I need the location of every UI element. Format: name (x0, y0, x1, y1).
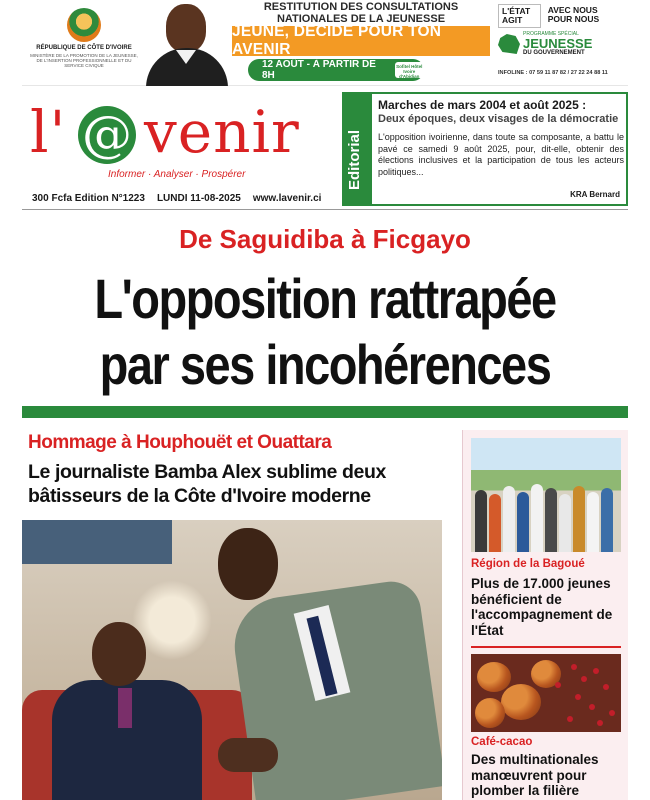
masthead (22, 92, 628, 210)
story-title[interactable]: Le journaliste Bamba Alex sublime deux bâtisseurs de la Côte d'Ivoire moderne (28, 461, 386, 507)
editorial-title: Marches de mars 2004 et août 2025 : (378, 98, 587, 112)
editorial-author: KRA Bernard (570, 190, 620, 199)
government-program-block (498, 4, 622, 82)
banner-slogan-band (232, 23, 490, 58)
cocoa-photo[interactable] (471, 654, 621, 732)
etat-agit-label: L'ÉTAT AGIT (498, 4, 541, 28)
issue-date: LUNDI 11-08-2025 (156, 193, 241, 204)
logo-suffix: venir (144, 98, 300, 166)
story-kicker: Hommage à Houphouët et Ouattara (28, 432, 332, 453)
avec-nous-label: AVEC NOUS POUR NOUS (547, 5, 600, 24)
ivory-coast-map-icon (498, 34, 520, 54)
banner-portrait (140, 0, 232, 86)
side-kicker-1: Région de la Bagoué (471, 558, 585, 570)
banner-slogan: JEUNE, DECIDE POUR TON AVENIR (232, 23, 442, 58)
story-photo[interactable] (22, 520, 442, 800)
programme-label: PROGRAMME SPÉCIAL (523, 31, 579, 37)
masthead-divider (22, 209, 628, 210)
editorial-box[interactable] (342, 92, 628, 206)
top-banner-ad[interactable] (22, 0, 628, 86)
headline-line-1: L'opposition rattrapée (94, 267, 556, 330)
bagoue-photo[interactable] (471, 438, 621, 552)
side-column (462, 430, 628, 800)
side-divider (471, 646, 621, 648)
side-title-1[interactable]: Plus de 17.000 jeunes bénéficient de l'accompagnement de l'État (471, 576, 613, 638)
jeunesse-label: JEUNESSE (523, 36, 593, 51)
section-divider (22, 406, 628, 418)
editorial-text: L'opposition ivoirienne, dans toute sa composante, a battu le pavé ce samedi 9 août 2025, pour, dit-elle, obtenir des élections inclusives et la participation de tous les acteurs politiques... (378, 132, 624, 177)
editorial-label: Editorial (346, 129, 363, 190)
logo-prefix: l' (30, 98, 67, 166)
newspaper-logo[interactable] (30, 94, 346, 170)
event-date-pill (248, 59, 424, 81)
editorial-subtitle: Deux époques, deux visages de la démocratie (378, 113, 619, 125)
edition-info-bar (32, 193, 321, 204)
logo-at-icon: @ (78, 106, 136, 164)
website-link[interactable]: www.lavenir.ci (252, 193, 322, 204)
event-date: 12 AOÛT - À PARTIR DE 8H (262, 59, 376, 81)
gouvernement-label: DU GOUVERNEMENT (523, 50, 585, 56)
jeunesse-logo (498, 31, 622, 57)
price-edition: 300 Fcfa Edition N°1223 (32, 193, 145, 204)
infoline: INFOLINE : 07 59 11 87 82 / 27 22 24 88 11 (498, 70, 608, 76)
newspaper-slogan: Informer · Analyser · Prospérer (108, 169, 246, 180)
republic-label: RÉPUBLIQUE DE CÔTE D'IVOIRE (36, 45, 132, 51)
venue-logo: Sofitel Hôtel Ivoire d'Abidjan (396, 64, 423, 79)
coat-of-arms-icon (67, 8, 101, 42)
main-headline[interactable] (22, 266, 628, 398)
consultations-title: RESTITUTION DES CONSULTATIONS NATIONALES DE LA JEUNESSE (263, 1, 459, 25)
headline-line-2: par ses incohérences (99, 333, 551, 396)
banner-message (232, 0, 490, 86)
side-kicker-2: Café-cacao (471, 736, 533, 748)
government-emblem-block (30, 8, 138, 68)
ministry-label: MINISTÈRE DE LA PROMOTION DE LA JEUNESSE, DE L'INSERTION PROFESSIONNELLE ET DU SERVICE CIVIQUE (30, 52, 138, 68)
main-kicker: De Saguidiba à Ficgayo (179, 224, 471, 254)
editorial-label-band (344, 94, 372, 204)
side-title-2[interactable]: Des multinationales manœuvrent pour plomber la filière (471, 752, 599, 798)
